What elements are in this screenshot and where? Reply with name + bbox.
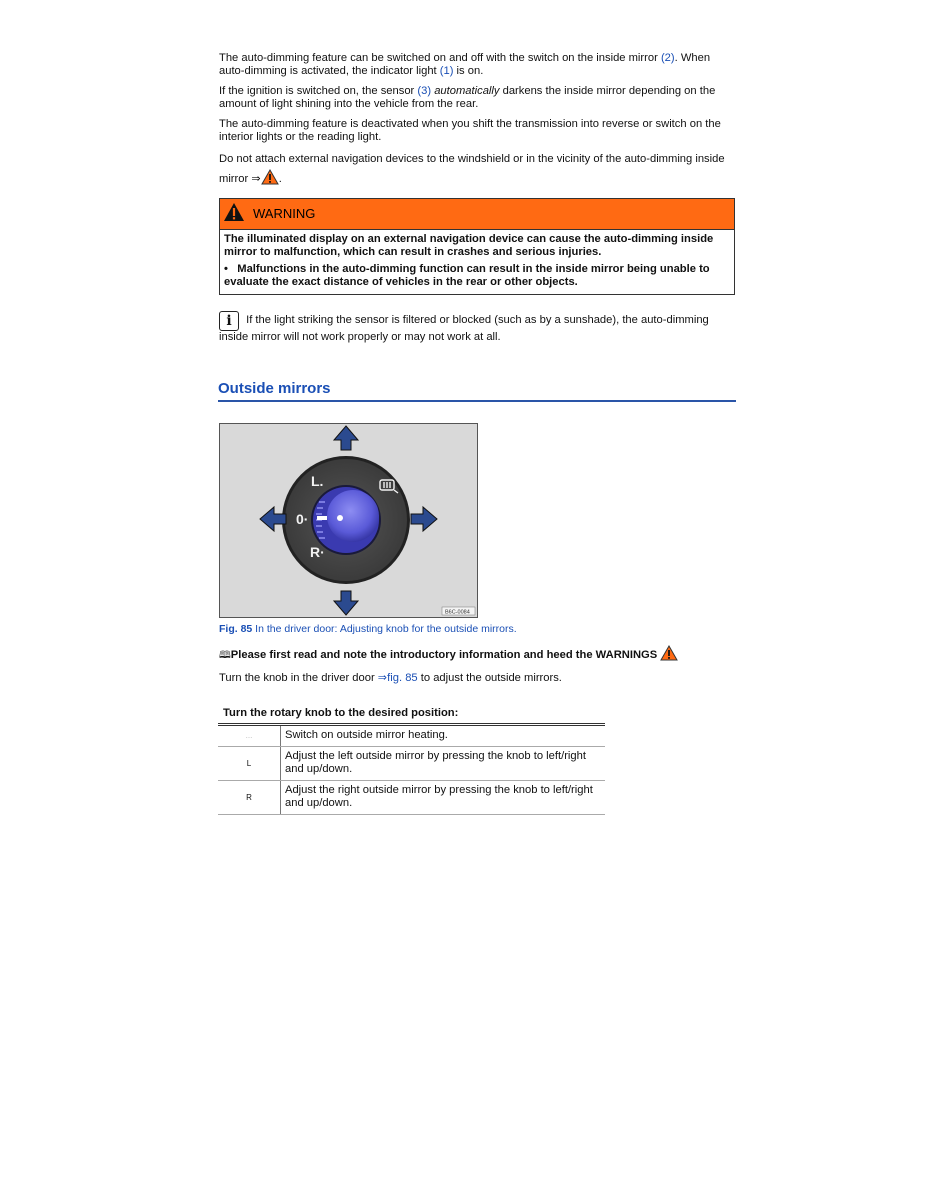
read-first-notice: 🕮Please first read and note the introductory information and heed the WARNINGS xyxy=(219,645,678,665)
table-row xyxy=(218,747,605,781)
ref-link[interactable]: (1) xyxy=(439,65,454,78)
table-desc: Adjust the right outside mirror by pressing the knob to left/right and up/down. xyxy=(285,783,593,810)
book-icon: 🕮 xyxy=(219,650,231,661)
ref-link[interactable]: (2) xyxy=(660,52,675,64)
knob-label-off: 0· xyxy=(296,511,309,527)
knob-label-right: R· xyxy=(310,544,325,560)
warning-body xyxy=(220,230,734,294)
table-desc: Adjust the left outside mirror by pressing the knob to left/right and up/down. xyxy=(285,750,586,776)
table-key: ... xyxy=(218,726,281,746)
arrow-left-icon xyxy=(260,507,286,531)
warning-header xyxy=(220,199,734,230)
table-title: Turn the rotary knob to the desired position: xyxy=(223,707,459,719)
warning-item: The illuminated display on an external navigation device can cause the auto-dimming inside mirror to malfunction, which can result in crashes and serious injuries. xyxy=(224,233,714,259)
section-title: Outside mirrors xyxy=(218,380,736,402)
paragraph: If the ignition is switched on, the sensor (3) automatically darkens the inside mirror depending on the amount of light shining into the vehicle from the rear. xyxy=(219,84,716,111)
intro-text xyxy=(219,52,735,198)
info-note xyxy=(219,311,735,344)
positions-table xyxy=(218,723,605,815)
arrow-up-icon xyxy=(334,426,358,450)
warning-icon xyxy=(223,202,245,226)
warning-triangle-icon[interactable] xyxy=(660,645,678,665)
warning-box xyxy=(219,198,735,295)
knob-label-left: L. xyxy=(311,473,324,489)
table-key: R xyxy=(218,781,281,814)
table-desc: Switch on outside mirror heating. xyxy=(285,729,448,741)
warning-triangle-icon[interactable] xyxy=(261,169,279,192)
ref-link[interactable]: (3) xyxy=(417,84,432,97)
table-key: L xyxy=(218,747,281,780)
info-icon: i xyxy=(219,311,239,331)
warning-title: WARNING xyxy=(253,206,316,222)
warning-item: • Malfunctions in the auto-dimming function can result in the inside mirror being unable to evaluate the exact distance of vehicles in the rear or other objects. xyxy=(224,262,710,288)
paragraph: The auto-dimming feature is deactivated when you shift the transmission into reverse or switch on the interior lights or the reading light. xyxy=(219,117,721,144)
paragraph: The auto-dimming feature can be switched on and off with the switch on the inside mirror (2). When auto-dimming is activated, the indicator light (1) is on. xyxy=(219,52,711,78)
arrow-down-icon xyxy=(334,591,358,615)
figure-adjusting-knob xyxy=(219,423,478,618)
instruction-text: Turn the knob in the driver door ⇒fig. 85 to adjust the outside mirrors. xyxy=(219,672,562,684)
figure-link[interactable]: ⇒fig. 85 xyxy=(377,672,418,684)
figure-caption: Fig. 85 In the driver door: Adjusting knob for the outside mirrors. xyxy=(219,623,517,635)
paragraph: Do not attach external navigation devices to the windshield or in the vicinity of the auto-dimming inside mirror ⇒ . xyxy=(219,150,735,192)
knob-illustration xyxy=(220,424,477,617)
figure-code: B6C-0084 xyxy=(445,609,470,616)
table-row xyxy=(218,726,605,747)
table-row xyxy=(218,781,605,815)
note-text: If the light striking the sensor is filtered or blocked (such as by a sunshade), the auto-dimming inside mirror will not work properly or may not work at all. xyxy=(219,314,709,343)
arrow-right-icon xyxy=(411,507,437,531)
